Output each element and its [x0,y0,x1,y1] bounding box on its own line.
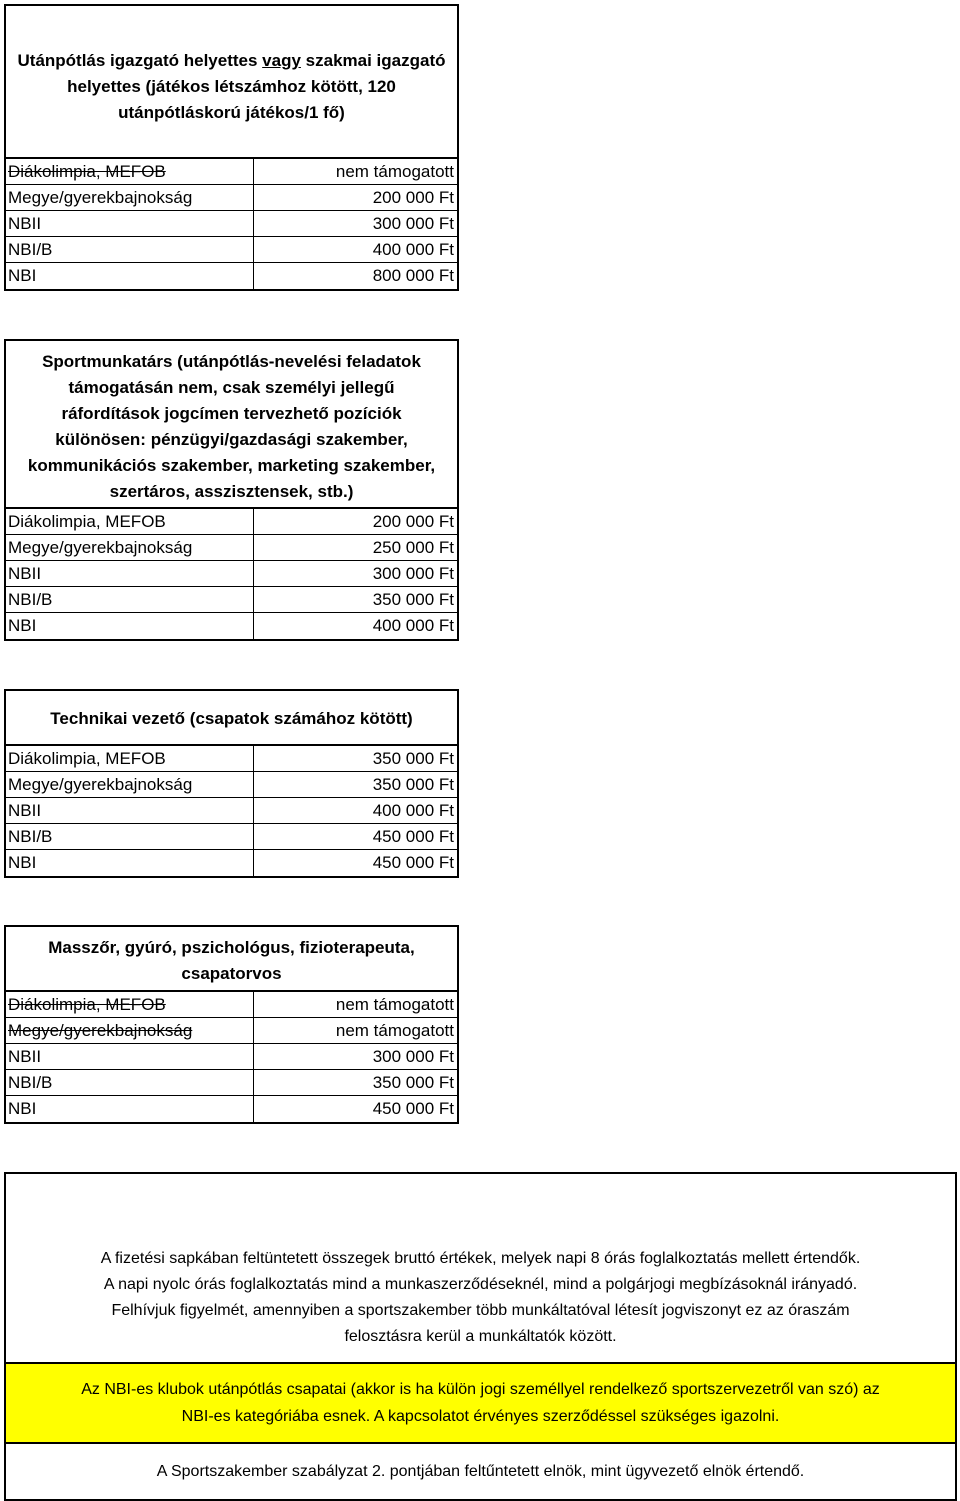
section-4-rows [6,992,457,1122]
notes-main-line-1: A fizetési sapkában feltüntetett összegek bruttó értékek, melyek napi 8 órás foglalkoztatás mellett értendők. [100,1250,861,1267]
table-row [6,159,457,185]
row-label: Diákolimpia, MEFOB [6,746,254,771]
row-label: NBI/B [6,237,254,262]
section-2-box [4,339,459,641]
row-label: NBI [6,1096,254,1122]
section4-title-line-1: Masszőr, gyúró, pszichológus, fizioterapeuta, [48,937,415,957]
notes-highlight-line-2: NBI-es kategóriába esnek. A kapcsolatot érvényes szerződéssel szükséges igazolni. [181,1408,780,1425]
row-value: 450 000 Ft [372,1099,454,1118]
row-value: 300 000 Ft [372,1047,454,1066]
row-value: 350 000 Ft [372,749,454,768]
row-value: 250 000 Ft [372,538,454,557]
section2-title-line-1: Sportmunkatárs (utánpótlás-nevelési feladatok [42,352,421,371]
section-1-title-line-2: helyettes (játékos létszámhoz kötött, 120 [67,76,396,96]
section-1-title-part-b: szakmai igazgató [305,50,446,70]
row-value: nem támogatott [335,162,454,181]
row-value: nem támogatott [335,1021,454,1040]
row-value: 800 000 Ft [372,266,454,285]
row-label: Megye/gyerekbajnokság [6,772,254,797]
row-value: 450 000 Ft [372,827,454,846]
notes-main [6,1174,955,1364]
row-label: Megye/gyerekbajnokság [6,185,254,210]
table-row [6,1044,457,1070]
section-1-rows [6,159,457,289]
row-value: 350 000 Ft [372,775,454,794]
row-value: nem támogatott [335,995,454,1014]
section4-title-line-2: csapatorvos [181,963,282,983]
row-value: 350 000 Ft [372,1073,454,1092]
section-3-rows [6,746,457,876]
section3-title-line-1: Technikai vezető (csapatok számához kötött) [50,708,413,728]
section-4-title [6,927,457,992]
notes-highlight [6,1364,955,1444]
table-row [6,263,457,289]
row-label: NBI/B [6,587,254,612]
notes-highlight-line-1: Az NBI-es klubok utánpótlás csapatai (akkor is ha külön jogi személlyel rendelkező sportszervezetről van szó) az [81,1381,880,1398]
row-label: NBII [6,798,254,823]
row-label: NBI [6,850,254,876]
row-value: 300 000 Ft [372,214,454,233]
table-row [6,772,457,798]
notes-footer [6,1444,955,1499]
section-1-title-line-3: utánpótláskorú játékos/1 fő) [118,102,345,122]
section-1-title-underlined: vagy [262,50,301,70]
notes-main-line-3: Felhívjuk figyelmét, amennyiben a sportszakember több munkáltatóval létesít jogviszonyt ez az óraszám [111,1302,850,1319]
table-row [6,185,457,211]
table-row [6,1018,457,1044]
section2-title-line-3: ráfordítások jogcímen tervezhető pozíciók [61,404,402,423]
row-value: 200 000 Ft [372,512,454,531]
section-1-box [4,4,459,291]
row-value: 300 000 Ft [372,564,454,583]
table-row [6,850,457,876]
section2-title-line-2: támogatásán nem, csak személyi jellegű [68,378,395,397]
section-1-title-line-1 [18,48,446,74]
row-label: NBII [6,211,254,236]
table-row [6,587,457,613]
notes-main-line-2: A napi nyolc órás foglalkoztatás mind a munkaszerződéseknél, mind a polgárjogi megbízásoknál irányadó. [103,1276,858,1293]
row-label: Megye/gyerekbajnokság [6,535,254,560]
row-label: NBII [6,561,254,586]
row-label: NBI [6,613,254,639]
row-label: NBI/B [6,824,254,849]
section-4-box [4,925,459,1124]
section2-title-line-4: különösen: pénzügyi/gazdasági szakember, [55,430,408,449]
table-row [6,824,457,850]
row-value: 400 000 Ft [372,801,454,820]
section-1-title [6,6,457,159]
section-3-box [4,689,459,878]
table-row [6,992,457,1018]
row-label: NBI/B [6,1070,254,1095]
table-row [6,798,457,824]
section-1-title-part-a: Utánpótlás igazgató helyettes [17,50,258,70]
row-label: Megye/gyerekbajnokság [6,1018,254,1043]
table-row [6,1096,457,1122]
row-value: 200 000 Ft [372,188,454,207]
table-row [6,613,457,639]
table-row [6,561,457,587]
section-2-rows [6,509,457,639]
section2-title-line-5: kommunikációs szakember, marketing szakember, [27,456,436,475]
section-2-title [6,341,457,509]
row-value: 400 000 Ft [372,616,454,635]
row-label: NBI [6,263,254,289]
section-3-title [6,691,457,746]
table-row [6,746,457,772]
row-label: Diákolimpia, MEFOB [6,159,254,184]
row-label: Diákolimpia, MEFOB [6,992,254,1017]
notes-main-line-4: felosztásra kerül a munkáltatók között. [344,1328,617,1345]
table-row [6,211,457,237]
row-value: 350 000 Ft [372,590,454,609]
table-row [6,1070,457,1096]
row-value: 450 000 Ft [372,853,454,872]
table-row [6,237,457,263]
row-label: NBII [6,1044,254,1069]
section2-title-line-6: szertáros, asszisztensek, stb.) [109,482,354,501]
row-label: Diákolimpia, MEFOB [6,509,254,534]
table-row [6,509,457,535]
notes-box [4,1172,957,1501]
table-row [6,535,457,561]
notes-footer-text: A Sportszakember szabályzat 2. pontjában feltűntetett elnök, mint ügyvezető elnök értendő. [156,1462,805,1480]
row-value: 400 000 Ft [372,240,454,259]
